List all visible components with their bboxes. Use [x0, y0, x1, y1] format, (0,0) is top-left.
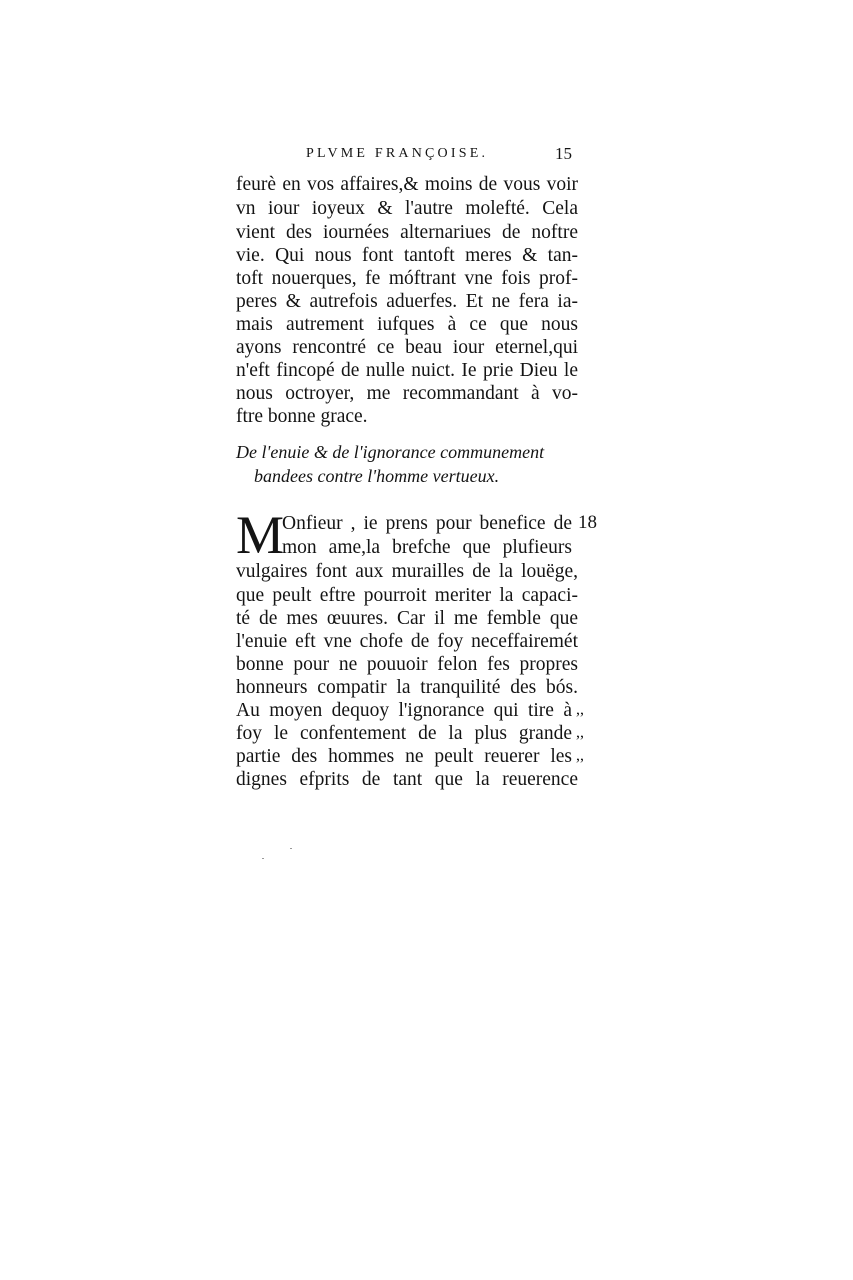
- text-line: mon ame,la brefche que plufieurs: [282, 537, 572, 558]
- marginal-quote-mark: ,,: [576, 701, 584, 718]
- text-line: dignes efprits de tant que la reuerence: [236, 769, 578, 790]
- running-head: [240, 146, 580, 168]
- marginal-quote-mark: ,,: [576, 747, 584, 764]
- text-line: bonne pour ne pouuoir felon fes propres: [236, 654, 578, 675]
- text-line: n'eft fincopé de nulle nuict. Ie prie Dieu le: [236, 360, 578, 381]
- text-line: foy le confentement de la plus grande: [236, 723, 572, 744]
- heading-line-2: bandees contre l'homme vertueux.: [254, 466, 500, 486]
- margin-number: 18: [578, 512, 597, 533]
- text-line: ayons rencontré ce beau iour eternel,qui: [236, 337, 578, 358]
- text-line: vulgaires font aux murailles de la louëge,: [236, 561, 578, 582]
- running-head-title: PLVME FRANÇOISE.: [306, 146, 489, 161]
- text-line: peres & autrefois aduerfes. Et ne fera ia-: [236, 291, 578, 312]
- text-line: honneurs compatir la tranquilité des bós.: [236, 677, 578, 698]
- text-line: l'enuie eft vne chofe de foy neceffairemét: [236, 631, 578, 652]
- heading-line-1: De l'enuie & de l'ignorance communement: [236, 442, 545, 462]
- text-line: mais autrement iufques à ce que nous: [236, 314, 578, 335]
- text-line: vie. Qui nous font tantoft meres & tan-: [236, 245, 578, 266]
- text-line: té de mes œuures. Car il me femble que: [236, 608, 578, 629]
- text-line: Onfieur , ie prens pour benefice de: [282, 513, 572, 534]
- ink-speck: [262, 858, 264, 859]
- text-line: vient des iournées alternariues de noftre: [236, 222, 578, 243]
- text-line: Au moyen dequoy l'ignorance qui tire à: [236, 700, 572, 721]
- ink-speck: [290, 848, 292, 849]
- marginal-quote-mark: ,,: [576, 724, 584, 741]
- text-line: ftre bonne grace.: [236, 406, 368, 427]
- text-line: partie des hommes ne peult reuerer les: [236, 746, 572, 767]
- text-line: feurè en vos affaires,& moins de vous voir: [236, 174, 578, 195]
- text-line: vn iour ioyeux & l'autre molefté. Cela: [236, 198, 578, 219]
- text-line: nous octroyer, me recommandant à vo-: [236, 383, 578, 404]
- text-line: toft nouerques, fe móftrant vne fois prof-: [236, 268, 578, 289]
- drop-cap: M: [236, 505, 285, 565]
- text-line: que peult eftre pourroit meriter la capaci-: [236, 585, 578, 606]
- page-number: 15: [555, 144, 572, 163]
